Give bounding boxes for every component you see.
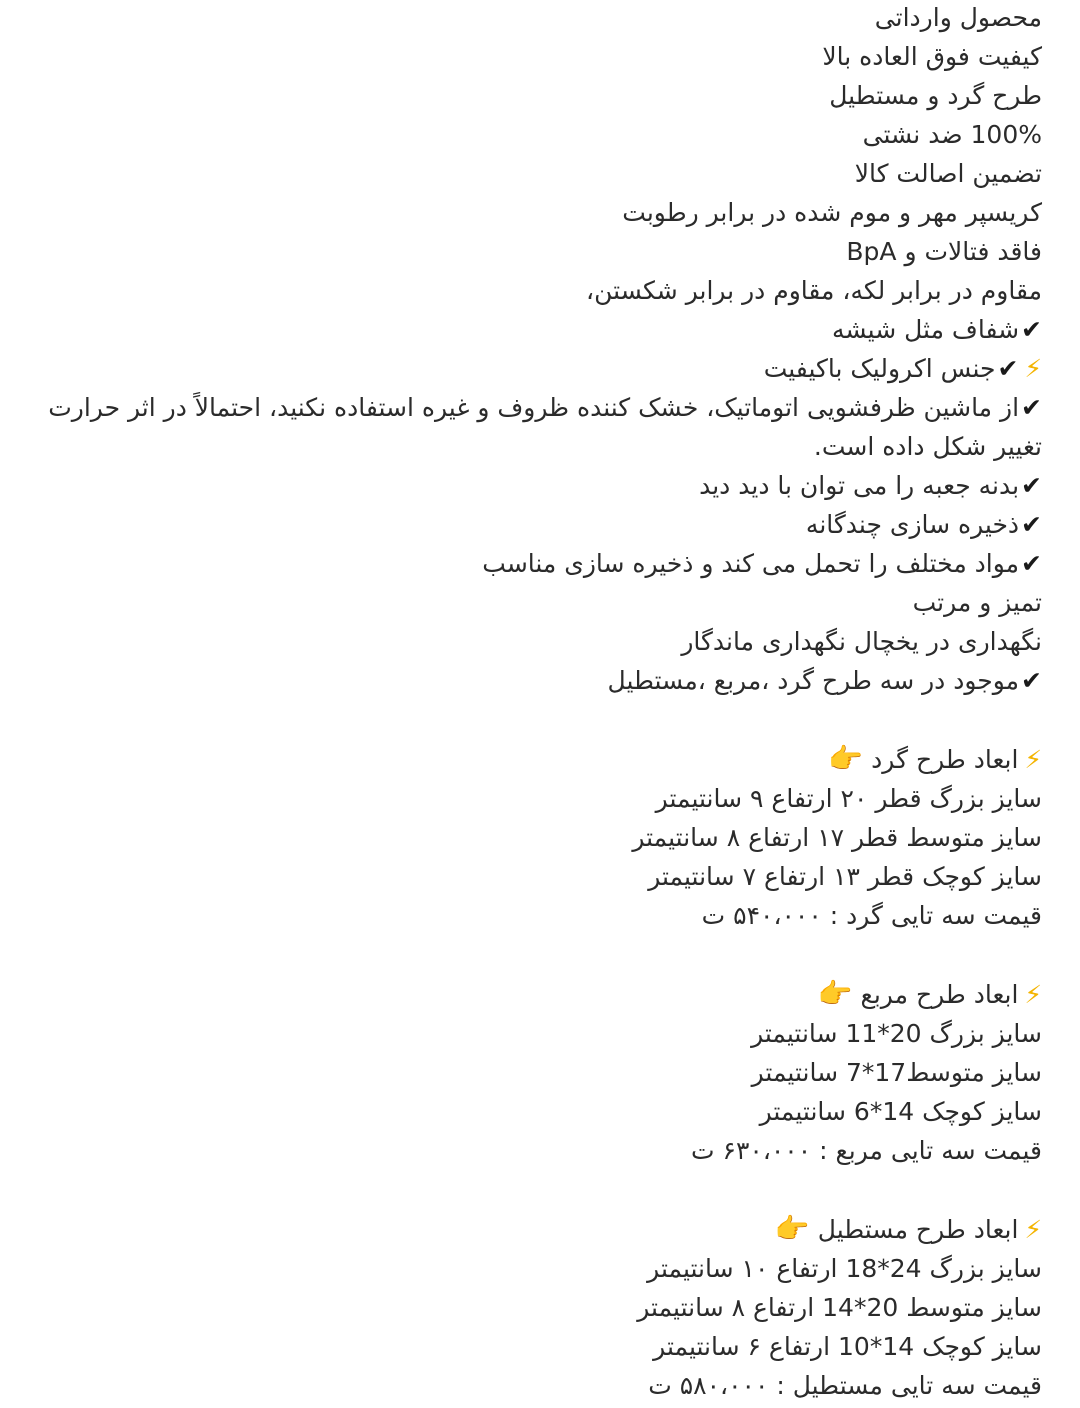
square-price: قیمت سه تایی مربع : ۶۳۰،۰۰۰ ت <box>691 1136 1042 1165</box>
check-icon: ✔ <box>1021 549 1042 578</box>
round-heading <box>40 739 1042 779</box>
intro-quality: کیفیت فوق العاده بالا <box>822 42 1042 71</box>
intro-imported: محصول وارداتی <box>874 3 1042 32</box>
intro-resistant: مقاوم در برابر لکه، مقاوم در برابر شکستن، <box>586 276 1042 305</box>
pointing-hand-icon: 👉 <box>817 977 853 1010</box>
spacer <box>40 935 1042 974</box>
feature-text: شفاف مثل شیشه <box>831 315 1020 344</box>
square-heading <box>40 974 1042 1014</box>
square-size-small: سایز کوچک 14*6 سانتیمتر <box>759 1097 1042 1126</box>
rect-size-medium: سایز متوسط 20*14 ارتفاع ۸ سانتیمتر <box>637 1293 1042 1322</box>
intro-authenticity: تضمین اصالت کالا <box>854 159 1042 188</box>
lightning-icon: ⚡ <box>1024 980 1042 1009</box>
intro-bpa-free: فاقد فتالات و BpA <box>846 237 1042 266</box>
availability-text: موجود در سه طرح گرد ،مربع ،مستطیل <box>607 666 1020 695</box>
spacer <box>40 700 1042 739</box>
lightning-icon: ⚡ <box>1024 354 1042 383</box>
feature-item <box>40 310 1042 349</box>
round-heading-text: ابعاد طرح گرد <box>871 745 1019 774</box>
round-size-small: سایز کوچک قطر ۱۳ ارتفاع ۷ سانتیمتر <box>648 862 1042 891</box>
round-size-large: سایز بزرگ قطر ۲۰ ارتفاع ۹ سانتیمتر <box>655 784 1042 813</box>
rect-size-large: سایز بزرگ 24*18 ارتفاع ۱۰ سانتیمتر <box>647 1254 1042 1283</box>
feature-item <box>40 544 1042 583</box>
intro-design: طرح گرد و مستطیل <box>829 81 1042 110</box>
rect-price: قیمت سه تایی مستطیل : ۵۸۰،۰۰۰ ت <box>648 1371 1042 1400</box>
intro-sealed: کریسپر مهر و موم شده در برابر رطوبت <box>622 198 1042 227</box>
feature-text: بدنه جعبه را می توان با دید دید <box>699 471 1020 500</box>
extra-clean: تمیز و مرتب <box>912 588 1042 617</box>
rect-heading <box>40 1209 1042 1249</box>
check-icon: ✔ <box>1021 315 1042 344</box>
feature-item <box>40 466 1042 505</box>
extra-fridge: نگهداری در یخچال نگهداری ماندگار <box>681 627 1042 656</box>
check-icon: ✔ <box>1021 666 1042 695</box>
check-icon: ✔ <box>997 354 1019 383</box>
availability-line <box>40 661 1042 700</box>
square-size-medium: سایز متوسط17*7 سانتیمتر <box>751 1058 1042 1087</box>
check-icon: ✔ <box>1021 393 1042 422</box>
feature-text: ذخیره سازی چندگانه <box>805 510 1020 539</box>
round-size-medium: سایز متوسط قطر ۱۷ ارتفاع ۸ سانتیمتر <box>632 823 1042 852</box>
pointing-hand-icon: 👉 <box>828 742 864 775</box>
rect-heading-text: ابعاد طرح مستطیل <box>817 1215 1019 1244</box>
feature-item <box>40 349 1042 388</box>
lightning-icon: ⚡ <box>1024 1215 1042 1244</box>
spacer <box>40 1170 1042 1209</box>
feature-item <box>40 388 1042 466</box>
lightning-icon: ⚡ <box>1024 745 1042 774</box>
check-icon: ✔ <box>1021 510 1042 539</box>
feature-text: مواد مختلف را تحمل می کند و ذخیره سازی مناسب <box>482 549 1020 578</box>
product-description <box>40 0 1042 1405</box>
square-heading-text: ابعاد طرح مربع <box>860 980 1019 1009</box>
check-icon: ✔ <box>1021 471 1042 500</box>
pointing-hand-icon: 👉 <box>774 1212 810 1245</box>
round-price: قیمت سه تایی گرد : ۵۴۰،۰۰۰ ت <box>701 901 1042 930</box>
feature-text: جنس اکرولیک باکیفیت <box>763 354 996 383</box>
rect-size-small: سایز کوچک 14*10 ارتفاع ۶ سانتیمتر <box>653 1332 1042 1361</box>
feature-item <box>40 505 1042 544</box>
square-size-large: سایز بزرگ 20*11 سانتیمتر <box>751 1019 1042 1048</box>
feature-text: از ماشین ظرفشویی اتوماتیک، خشک کننده ظروف و غیره استفاده نکنید، احتمالاً در اثر حرارت تغییر شکل داده است. <box>48 393 1042 461</box>
intro-leakproof: 100% ضد نشتی <box>862 120 1042 149</box>
